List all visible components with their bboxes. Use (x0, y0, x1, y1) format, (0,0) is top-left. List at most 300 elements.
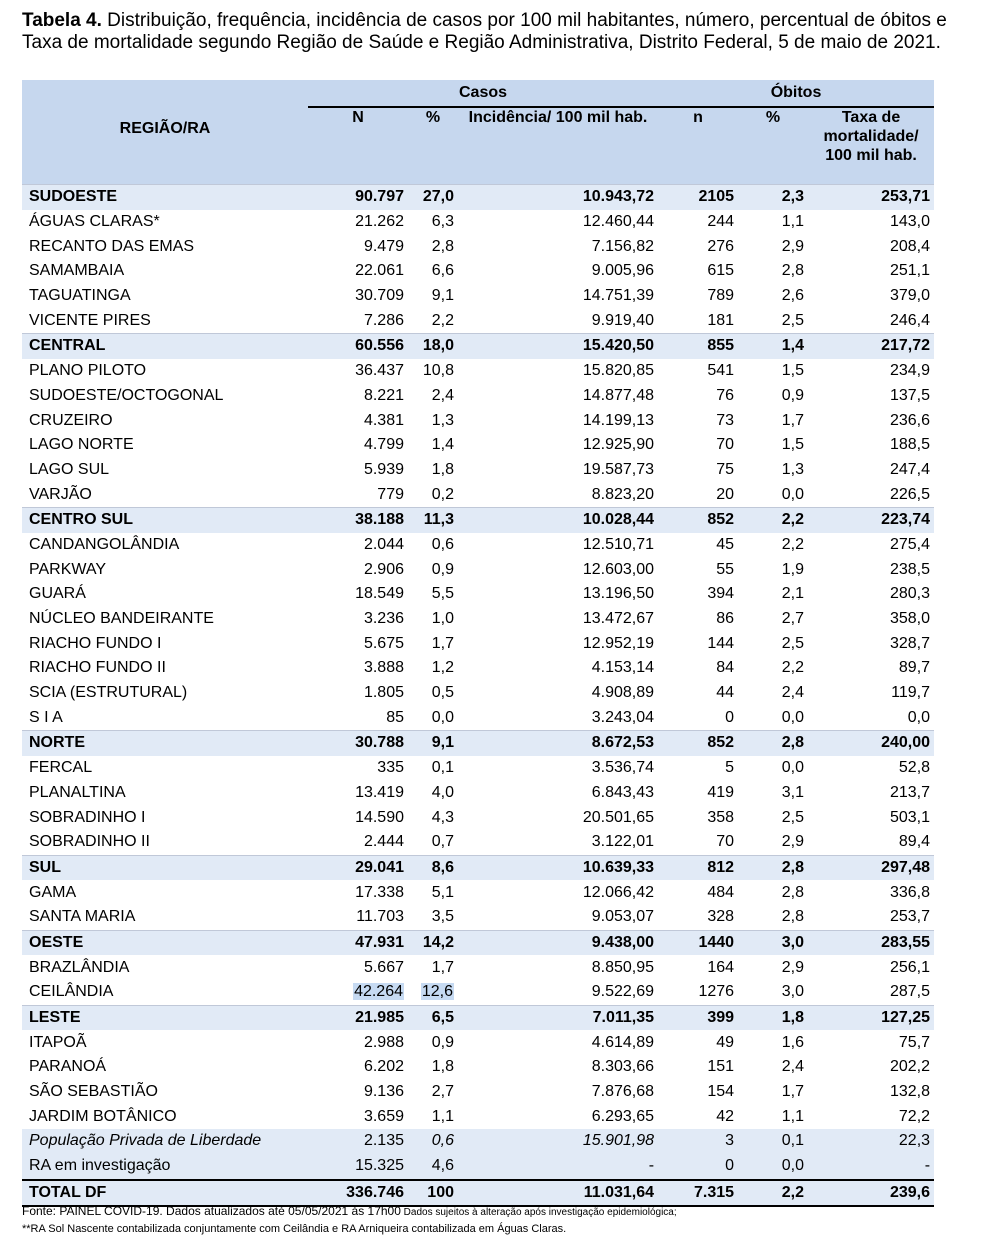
cell-obitos-pct: 2,9 (781, 958, 805, 976)
cell-obitos-n: 164 (707, 958, 735, 976)
cell-taxa: 202,2 (889, 1058, 931, 1076)
cell-obitos-n: 181 (707, 311, 735, 329)
cell-taxa: 89,7 (898, 659, 931, 677)
cell-incidencia: 14.751,39 (582, 287, 655, 305)
cell-casos-n: 38.188 (308, 507, 408, 532)
cell-taxa: 226,5 (889, 485, 931, 503)
table-row (22, 631, 934, 656)
cell-obitos-pct: 2,8 (738, 855, 808, 880)
cell-region: SOBRADINHO II (29, 833, 150, 851)
cell-casos-pct: 0,5 (431, 684, 454, 702)
cell-region: CANDANGOLÂNDIA (29, 535, 180, 553)
cell-casos-n: 22.061 (355, 262, 404, 280)
cell-region: SUDOESTE (22, 185, 308, 210)
cell-incidencia: 11.031,64 (458, 1180, 658, 1207)
cell-casos-n: 18.549 (355, 585, 404, 603)
cell-casos-n: 7.286 (363, 311, 404, 329)
cell-incidencia: 12.925,90 (582, 436, 655, 454)
cell-incidencia: 12.066,42 (582, 883, 655, 901)
cell-casos-n: 90.797 (308, 185, 408, 210)
table-row (22, 980, 934, 1005)
cell-taxa: 336,8 (889, 883, 931, 901)
cell-casos-pct: 1,2 (431, 659, 454, 677)
cell-region: GUARÁ (29, 585, 86, 603)
cell-obitos-n: 852 (658, 731, 738, 756)
cell-casos-pct: 1,8 (431, 1058, 454, 1076)
cell-obitos-n: 1440 (658, 930, 738, 955)
cell-region: BRAZLÂNDIA (29, 958, 130, 976)
cell-obitos-pct: 1,6 (781, 1033, 805, 1051)
cell-region: GAMA (29, 883, 77, 901)
cell-obitos-pct: 2,2 (781, 659, 805, 677)
cell-taxa: 217,72 (808, 334, 934, 359)
cell-taxa: 137,5 (889, 386, 931, 404)
cell-casos-n: 21.262 (355, 213, 404, 231)
cell-obitos-n: 399 (658, 1005, 738, 1030)
cell-taxa: 22,3 (808, 1129, 934, 1154)
cell-taxa: 297,48 (808, 855, 934, 880)
cell-casos-pct: 0,1 (431, 759, 454, 777)
cell-obitos-n: 328 (707, 908, 735, 926)
cell-obitos-pct: 2,2 (738, 1180, 808, 1207)
cell-region: SÃO SEBASTIÃO (29, 1083, 158, 1101)
cell-obitos-pct: 2,5 (781, 808, 805, 826)
cell-obitos-pct: 1,5 (781, 436, 805, 454)
cell-obitos-pct: 3,0 (738, 930, 808, 955)
cell-incidencia: 9.053,07 (591, 908, 655, 926)
cell-taxa: 89,4 (898, 833, 931, 851)
cell-casos-pct: 0,9 (431, 1033, 454, 1051)
cell-casos-n: 3.236 (363, 610, 404, 628)
table-row (22, 259, 934, 284)
cell-taxa: 251,1 (889, 262, 931, 280)
cell-casos-pct: 14,2 (408, 930, 458, 955)
cell-incidencia: - (458, 1154, 658, 1180)
cell-casos-n: 9.479 (363, 237, 404, 255)
cell-obitos-pct: 1,3 (781, 460, 805, 478)
cell-obitos-n: 2105 (658, 185, 738, 210)
cell-region: CENTRO SUL (22, 507, 308, 532)
cell-region: LAGO NORTE (29, 436, 134, 454)
table-row (22, 781, 934, 806)
cell-obitos-pct: 2,6 (781, 287, 805, 305)
region-row (22, 334, 934, 359)
cell-casos-n: 3.888 (363, 659, 404, 677)
cell-casos-pct: 4,6 (408, 1154, 458, 1180)
cell-obitos-pct: 2,8 (781, 262, 805, 280)
cell-incidencia: 15.901,98 (458, 1129, 658, 1154)
table-row (22, 705, 934, 730)
cell-obitos-n: 45 (716, 535, 735, 553)
cell-incidencia: 12.510,71 (582, 535, 655, 553)
cell-incidencia: 14.877,48 (582, 386, 655, 404)
cell-region: NÚCLEO BANDEIRANTE (29, 610, 214, 628)
cell-region: PLANO PILOTO (29, 362, 147, 380)
cell-casos-pct: 1,0 (431, 610, 454, 628)
cell-obitos-pct: 3,0 (781, 983, 805, 1001)
cell-casos-pct: 0,6 (408, 1129, 458, 1154)
cell-taxa: 246,4 (889, 311, 931, 329)
cell-obitos-pct: 1,1 (781, 213, 805, 231)
cell-incidencia: 7.156,82 (591, 237, 655, 255)
cell-casos-pct: 1,7 (431, 634, 454, 652)
cell-obitos-n: 812 (658, 855, 738, 880)
cell-obitos-n: 0 (658, 1154, 738, 1180)
cell-obitos-n: 789 (707, 287, 735, 305)
cell-casos-pct: 0,9 (431, 560, 454, 578)
cell-incidencia: 10.028,44 (458, 507, 658, 532)
cell-casos-pct: 11,3 (408, 507, 458, 532)
casos-group-header: Casos (308, 80, 658, 107)
caption-label: Tabela 4. (22, 10, 102, 31)
cell-casos-pct: 1,1 (431, 1107, 454, 1125)
cell-obitos-pct: 2,5 (781, 311, 805, 329)
cell-obitos-n: 394 (707, 585, 735, 603)
cell-casos-n: 9.136 (363, 1083, 404, 1101)
cell-casos-pct: 6,6 (431, 262, 454, 280)
region-row (22, 855, 934, 880)
cell-casos-n: 2.135 (308, 1129, 408, 1154)
cell-obitos-pct: 2,8 (781, 883, 805, 901)
caption-text: Distribuição, frequência, incidência de casos por 100 mil habitantes, número, percentual de óbitos e Taxa de mortalidade segundo Região de Saúde e Região Administrativa, Distrito Federal, 5 de maio de 2021. (22, 10, 947, 53)
cell-taxa: 247,4 (889, 460, 931, 478)
cell-obitos-pct: 2,4 (781, 684, 805, 702)
cell-incidencia: 6.293,65 (591, 1107, 655, 1125)
obitos-group-header: Óbitos (658, 80, 934, 107)
cell-incidencia: 9.919,40 (591, 311, 655, 329)
cell-casos-pct: 6,3 (431, 213, 454, 231)
cell-casos-n: 21.985 (308, 1005, 408, 1030)
cell-taxa: - (808, 1154, 934, 1180)
cell-casos-n: 4.381 (363, 411, 404, 429)
footer-note: **RA Sol Nascente contabilizada conjuntamente com Ceilândia e RA Arniqueira contabilizada em Águas Claras. (22, 1223, 567, 1235)
cell-taxa: 0,0 (907, 708, 931, 726)
cell-region: OESTE (22, 930, 308, 955)
table-row (22, 955, 934, 980)
cell-casos-pct: 5,1 (431, 883, 454, 901)
cell-incidencia: 8.672,53 (458, 731, 658, 756)
col-header-pct-obitos: % (738, 107, 808, 185)
cell-taxa: 240,00 (808, 731, 934, 756)
cell-casos-pct: 0,6 (431, 535, 454, 553)
cell-casos-n: 6.202 (363, 1058, 404, 1076)
cell-incidencia: 3.243,04 (591, 708, 655, 726)
cell-region: CENTRAL (22, 334, 308, 359)
cell-casos-n: 85 (386, 708, 404, 726)
cell-region: SANTA MARIA (29, 908, 136, 926)
cell-obitos-pct: 1,9 (781, 560, 805, 578)
table-row (22, 308, 934, 333)
cell-region: RIACHO FUNDO I (29, 634, 162, 652)
cell-obitos-pct: 2,4 (781, 1058, 805, 1076)
cell-casos-n: 13.419 (355, 783, 404, 801)
cell-taxa: 52,8 (898, 759, 931, 777)
cell-obitos-n: 75 (716, 460, 735, 478)
cell-obitos-pct: 2,2 (738, 507, 808, 532)
cell-obitos-n: 276 (707, 237, 735, 255)
highlighted-value: 42.264 (354, 983, 403, 1001)
cell-region: PARANOÁ (29, 1058, 107, 1076)
table-row (22, 582, 934, 607)
cell-obitos-n: 42 (716, 1107, 735, 1125)
cell-casos-pct: 1,8 (431, 460, 454, 478)
cell-casos-n: 17.338 (355, 883, 404, 901)
cell-incidencia: 12.952,19 (582, 634, 655, 652)
cell-casos-n: 4.799 (363, 436, 404, 454)
cell-casos-n: 1.805 (363, 684, 404, 702)
cell-casos-n: 2.444 (363, 833, 404, 851)
cell-taxa: 127,25 (808, 1005, 934, 1030)
cell-obitos-n: 154 (707, 1083, 735, 1101)
cell-region: JARDIM BOTÂNICO (29, 1107, 177, 1125)
cell-casos-pct: 4,3 (431, 808, 454, 826)
cell-casos-pct: 0,7 (431, 833, 454, 851)
cell-casos-n: 5.675 (363, 634, 404, 652)
cell-obitos-n: 484 (707, 883, 735, 901)
cell-obitos-n: 3 (658, 1129, 738, 1154)
cell-incidencia: 15.820,85 (582, 362, 655, 380)
cell-region: FERCAL (29, 759, 93, 777)
col-header-n: N (308, 107, 408, 185)
cell-incidencia: 4.153,14 (591, 659, 655, 677)
cell-incidencia: 9.005,96 (591, 262, 655, 280)
cell-obitos-n: 73 (716, 411, 735, 429)
table-row (22, 1104, 934, 1129)
cell-obitos-pct: 2,9 (781, 237, 805, 255)
cell-obitos-pct: 1,4 (738, 334, 808, 359)
cell-taxa: 236,6 (889, 411, 931, 429)
table-row (22, 805, 934, 830)
cell-taxa: 213,7 (889, 783, 931, 801)
cell-casos-pct: 1,3 (431, 411, 454, 429)
cell-obitos-n: 70 (716, 833, 735, 851)
cell-obitos-pct: 0,1 (738, 1129, 808, 1154)
table-row (22, 880, 934, 905)
cell-region: ITAPOÃ (29, 1033, 87, 1051)
cell-region: LESTE (22, 1005, 308, 1030)
table-row (22, 284, 934, 309)
cell-casos-n: 15.325 (308, 1154, 408, 1180)
cell-region: ÁGUAS CLARAS* (29, 213, 160, 231)
cell-casos-pct: 27,0 (408, 185, 458, 210)
region-row (22, 1005, 934, 1030)
cell-casos-n: 11.703 (356, 908, 404, 926)
table-row (22, 756, 934, 781)
cell-taxa: 287,5 (889, 983, 931, 1001)
cell-obitos-pct: 0,0 (781, 708, 805, 726)
cell-incidencia: 10.943,72 (458, 185, 658, 210)
cell-casos-pct: 2,7 (431, 1083, 454, 1101)
cell-obitos-pct: 2,1 (781, 585, 805, 603)
cell-incidencia: 8.303,66 (591, 1058, 655, 1076)
cell-obitos-n: 615 (707, 262, 735, 280)
cell-taxa: 280,3 (889, 585, 931, 603)
cell-taxa: 253,7 (889, 908, 931, 926)
cell-incidencia: 10.639,33 (458, 855, 658, 880)
cell-taxa: 143,0 (889, 213, 931, 231)
cell-taxa: 234,9 (889, 362, 931, 380)
cell-incidencia: 3.536,74 (591, 759, 655, 777)
table-row (22, 1129, 934, 1154)
table-row (22, 234, 934, 259)
cell-incidencia: 9.522,69 (591, 983, 655, 1001)
cell-casos-pct: 1,7 (431, 958, 454, 976)
cell-casos-pct: 3,5 (431, 908, 454, 926)
table-row (22, 210, 934, 235)
cell-region: LAGO SUL (29, 460, 110, 478)
cell-incidencia: 12.460,44 (582, 213, 655, 231)
footer-source (22, 1203, 972, 1221)
cell-taxa: 132,8 (889, 1083, 931, 1101)
footer-source-note: Dados sujeitos à alteração após investigação epidemiológica; (400, 1207, 677, 1218)
data-table (22, 80, 934, 1207)
cell-casos-n: 2.988 (363, 1033, 404, 1051)
cell-casos-pct: 2,2 (431, 311, 454, 329)
cell-obitos-n: 144 (707, 634, 735, 652)
cell-obitos-pct: 0,9 (781, 386, 805, 404)
cell-incidencia: 4.908,89 (591, 684, 655, 702)
table-row (22, 1080, 934, 1105)
cell-obitos-n: 541 (707, 362, 735, 380)
cell-region: TAGUATINGA (29, 287, 131, 305)
cell-casos-n: 2.044 (363, 535, 404, 553)
table-row (22, 1055, 934, 1080)
cell-taxa: 72,2 (898, 1107, 931, 1125)
cell-obitos-n: 5 (725, 759, 735, 777)
cell-incidencia: 14.199,13 (582, 411, 655, 429)
cell-casos-pct: 0,0 (431, 708, 454, 726)
cell-casos-pct: 4,0 (431, 783, 454, 801)
cell-casos-n: 29.041 (308, 855, 408, 880)
region-row (22, 930, 934, 955)
cell-taxa: 223,74 (808, 507, 934, 532)
cell-casos-n: 47.931 (308, 930, 408, 955)
cell-incidencia: 13.472,67 (582, 610, 655, 628)
cell-taxa: 238,5 (889, 560, 931, 578)
table-row (22, 359, 934, 384)
cell-taxa: 503,1 (889, 808, 931, 826)
table-row (22, 408, 934, 433)
cell-casos-pct: 10,8 (422, 362, 454, 380)
cell-obitos-pct: 2,7 (781, 610, 805, 628)
cell-casos-n: 2.906 (363, 560, 404, 578)
cell-region: CRUZEIRO (29, 411, 113, 429)
cell-incidencia: 19.587,73 (582, 460, 655, 478)
cell-obitos-n: 855 (658, 334, 738, 359)
cell-obitos-n: 49 (716, 1033, 735, 1051)
cell-region: SUL (22, 855, 308, 880)
cell-obitos-n: 70 (716, 436, 735, 454)
col-header-pct: % (408, 107, 458, 185)
table-row (22, 458, 934, 483)
region-row (22, 731, 934, 756)
table-body (22, 185, 934, 1207)
cell-obitos-pct: 2,8 (781, 908, 805, 926)
cell-casos-pct: 18,0 (408, 334, 458, 359)
cell-casos-n: 5.939 (363, 460, 404, 478)
cell-region: RIACHO FUNDO II (29, 659, 166, 677)
cell-obitos-pct: 0,0 (781, 759, 805, 777)
footer-source-text: Fonte: PAINEL COVID-19. Dados atualizados até 05/05/2021 às 17h00 (22, 1204, 401, 1218)
cell-incidencia: 4.614,89 (591, 1033, 655, 1051)
cell-obitos-pct: 2,8 (738, 731, 808, 756)
cell-incidencia: 6.843,43 (591, 783, 655, 801)
cell-region: PLANALTINA (29, 783, 126, 801)
cell-incidencia: 12.603,00 (582, 560, 655, 578)
cell-taxa: 328,7 (889, 634, 931, 652)
cell-region: PARKWAY (29, 560, 107, 578)
cell-casos-pct: 8,6 (408, 855, 458, 880)
cell-casos-pct: 1,4 (431, 436, 454, 454)
cell-region: TOTAL DF (22, 1180, 308, 1207)
cell-casos-n: 3.659 (363, 1107, 404, 1125)
cell-casos-n: 30.709 (355, 287, 404, 305)
cell-obitos-n: 44 (716, 684, 735, 702)
table-row (22, 681, 934, 706)
table-row (22, 533, 934, 558)
highlighted-value: 12,6 (421, 983, 453, 1001)
cell-region: VICENTE PIRES (29, 311, 151, 329)
cell-obitos-n: 20 (716, 485, 735, 503)
col-header-n-obitos: n (658, 107, 738, 185)
region-header: REGIÃO/RA (22, 80, 308, 185)
cell-taxa: 253,71 (808, 185, 934, 210)
cell-obitos-n: 86 (716, 610, 735, 628)
cell-obitos-pct: 1,7 (781, 411, 805, 429)
cell-obitos-n: 76 (716, 386, 735, 404)
cell-obitos-pct: 2,5 (781, 634, 805, 652)
cell-casos-n: 5.667 (363, 958, 404, 976)
table-row (22, 1030, 934, 1055)
cell-obitos-n: 84 (716, 659, 735, 677)
cell-region: VARJÃO (29, 485, 92, 503)
table-row (22, 433, 934, 458)
cell-obitos-n: 419 (707, 783, 735, 801)
cell-obitos-pct: 3,1 (781, 783, 805, 801)
cell-taxa: 358,0 (889, 610, 931, 628)
cell-taxa: 119,7 (891, 684, 931, 702)
cell-taxa: 256,1 (889, 958, 931, 976)
col-header-taxa: Taxa de mortalidade/ 100 mil hab. (808, 107, 934, 185)
cell-obitos-n: 358 (707, 808, 735, 826)
cell-casos-pct: 9,1 (408, 731, 458, 756)
region-row (22, 185, 934, 210)
cell-region: S I A (29, 708, 63, 726)
cell-obitos-pct: 2,2 (781, 535, 805, 553)
cell-taxa: 275,4 (889, 535, 931, 553)
cell-obitos-pct: 0,0 (738, 1154, 808, 1180)
cell-incidencia: 13.196,50 (582, 585, 655, 603)
cell-incidencia: 15.420,50 (458, 334, 658, 359)
region-row (22, 507, 934, 532)
cell-incidencia: 7.876,68 (591, 1083, 655, 1101)
cell-incidencia: 8.850,95 (591, 958, 655, 976)
cell-obitos-pct: 1,5 (781, 362, 805, 380)
cell-region: SUDOESTE/OCTOGONAL (29, 386, 224, 404)
cell-casos-n: 335 (377, 759, 404, 777)
table-row (22, 482, 934, 507)
cell-taxa: 379,0 (889, 287, 931, 305)
cell-casos-pct: 9,1 (431, 287, 454, 305)
cell-incidencia: 20.501,65 (582, 808, 655, 826)
table-row (22, 557, 934, 582)
cell-region: SAMAMBAIA (29, 262, 125, 280)
cell-obitos-n: 244 (707, 213, 735, 231)
table-caption (22, 10, 972, 54)
cell-incidencia: 9.438,00 (458, 930, 658, 955)
cell-taxa: 208,4 (889, 237, 931, 255)
cell-incidencia: 3.122,01 (591, 833, 655, 851)
